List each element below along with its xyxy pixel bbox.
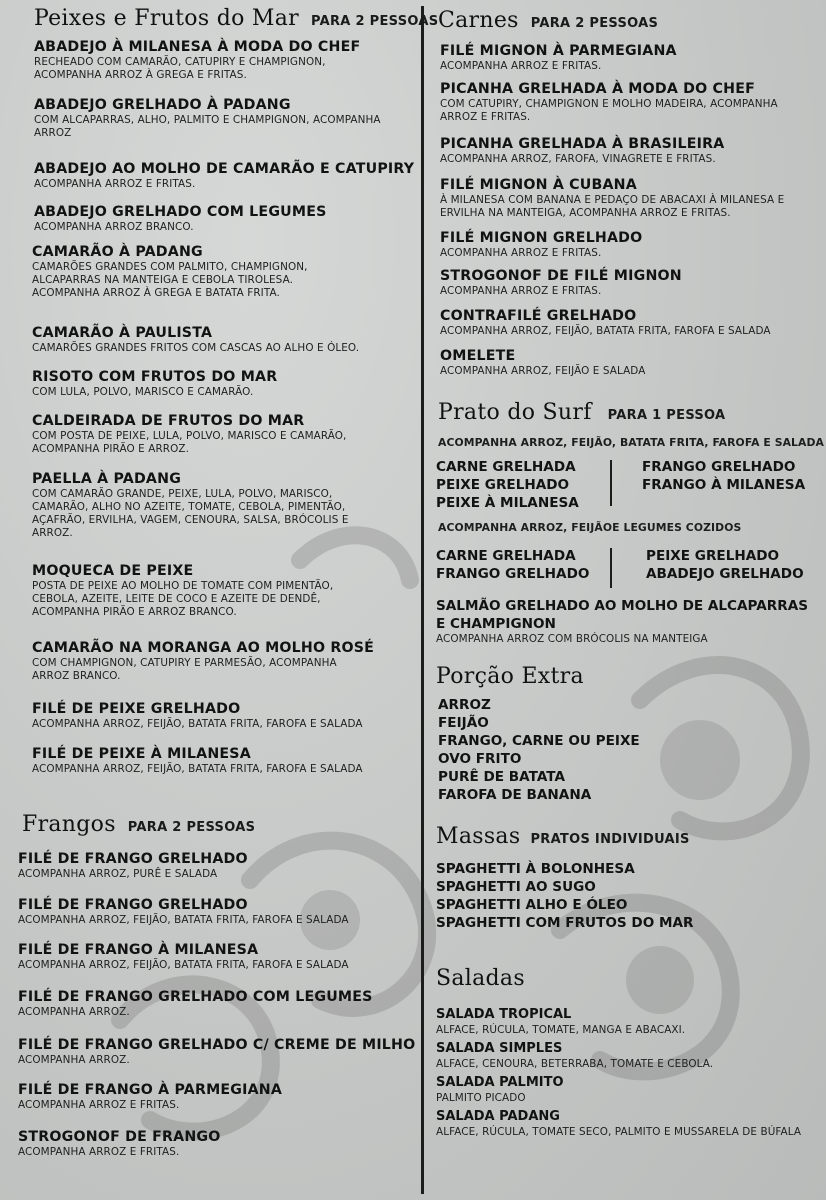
item-desc: ARROZ BRANCO.	[32, 670, 121, 682]
section-title: Frangos	[22, 812, 116, 837]
list-item: ARROZ	[438, 697, 491, 713]
item-name: RISOTO COM FRUTOS DO MAR	[32, 369, 278, 385]
item-desc: ACOMPANHA ARROZ E FRITAS.	[34, 178, 196, 190]
list-item: PURÊ DE BATATA	[438, 769, 566, 785]
item-desc: CAMARÃO, ALHO NO AZEITE, TOMATE, CEBOLA, PIMENTÃO,	[32, 501, 346, 513]
item-name: CALDEIRADA DE FRUTOS DO MAR	[32, 413, 305, 429]
menu-item	[32, 700, 363, 731]
surf-group2-left	[436, 547, 589, 583]
item-desc: ACOMPANHA ARROZ BRANCO.	[34, 221, 194, 233]
section-title: Massas	[436, 824, 521, 849]
section-title: Porção Extra	[436, 664, 584, 689]
item-desc: ACOMPANHA ARROZ.	[18, 1006, 130, 1018]
menu-item	[18, 1081, 282, 1112]
list-item: PEIXE À MILANESA	[436, 495, 579, 511]
section-subtitle: PARA 1 PESSOA	[607, 408, 726, 423]
menu-item	[436, 1006, 801, 1037]
menu-item	[32, 368, 277, 399]
item-name: PAELLA À PADANG	[32, 471, 182, 487]
menu-item	[32, 562, 333, 619]
menu-item	[32, 324, 359, 355]
item-name: SALADA PALMITO	[436, 1075, 564, 1090]
item-desc: ACOMPANHA ARROZ, FEIJÃO, BATATA FRITA, FAROFA E SALADA	[440, 325, 771, 337]
item-desc: ARROZ	[34, 127, 72, 139]
item-name: CAMARÃO À PAULISTA	[32, 325, 213, 341]
menu-item	[32, 745, 363, 776]
item-name: SALMÃO GRELHADO AO MOLHO DE ALCAPARRAS	[436, 598, 809, 614]
list-item: FRANGO GRELHADO	[436, 566, 590, 582]
section-header-saladas	[436, 966, 525, 991]
item-name: FILÉ DE PEIXE À MILANESA	[32, 746, 251, 762]
item-name: FILÉ DE FRANGO GRELHADO	[18, 897, 248, 913]
item-name: FILÉ DE FRANGO GRELHADO COM LEGUMES	[18, 989, 373, 1005]
menu-item	[440, 307, 771, 338]
item-desc: COM CAMARÃO GRANDE, PEIXE, LULA, POLVO, MARISCO,	[32, 488, 333, 500]
section-header-massas	[436, 824, 690, 849]
menu-item	[32, 243, 308, 300]
item-desc: ACOMPANHA ARROZ E FRITAS.	[440, 247, 602, 259]
item-desc: ACOMPANHA ARROZ E FRITAS.	[440, 285, 602, 297]
section-subtitle: PARA 2 PESSOAS	[127, 820, 256, 835]
item-name: FILÉ DE FRANGO GRELHADO C/ CREME DE MILHO	[18, 1037, 416, 1053]
list-item: FAROFA DE BANANA	[438, 787, 592, 803]
item-name: PICANHA GRELHADA À MODA DO CHEF	[440, 81, 756, 97]
item-desc: CEBOLA, AZEITE, LEITE DE COCO E AZEITE DE DENDÊ,	[32, 593, 321, 605]
item-desc: ACOMPANHA ARROZ E FRITAS.	[440, 60, 602, 72]
section-title: Peixes e Frutos do Mar	[34, 6, 299, 31]
item-desc: À MILANESA COM BANANA E PEDAÇO DE ABACAXI À MILANESA E	[440, 194, 785, 206]
list-item: PEIXE GRELHADO	[646, 548, 780, 564]
surf-note-2: ACOMPANHA ARROZ, FEIJÃOE LEGUMES COZIDOS	[438, 521, 742, 534]
menu-item	[440, 42, 677, 73]
menu-item	[440, 229, 642, 260]
list-item: FEIJÃO	[438, 715, 489, 731]
menu-item	[18, 1036, 415, 1067]
item-desc: ALCAPARRAS NA MANTEIGA E CEBOLA TIROLESA.	[32, 274, 293, 286]
list-item: SPAGHETTI COM FRUTOS DO MAR	[436, 915, 694, 931]
item-desc: ACOMPANHA ARROZ, FEIJÃO, BATATA FRITA, FAROFA E SALADA	[18, 959, 349, 971]
list-item: SPAGHETTI ALHO E ÓLEO	[436, 897, 628, 913]
menu-item	[436, 1108, 801, 1139]
section-header-carnes	[438, 8, 658, 33]
section-title: Saladas	[436, 966, 525, 991]
menu-item	[18, 1128, 221, 1159]
surf-divider	[610, 460, 612, 506]
item-desc: ALFACE, CENOURA, BETERRABA, TOMATE E CEBOLA.	[436, 1058, 714, 1070]
surf-group2-right	[646, 547, 804, 583]
item-desc: ACOMPANHA ARROZ À GREGA E FRITAS.	[34, 69, 247, 81]
menu-item	[440, 176, 784, 220]
menu-item	[440, 135, 724, 166]
list-item: SPAGHETTI À BOLONHESA	[436, 861, 635, 877]
menu-item	[32, 470, 349, 540]
item-name: ABADEJO GRELHADO COM LEGUMES	[34, 204, 327, 220]
item-desc: ARROZ E FRITAS.	[440, 111, 531, 123]
item-name: ABADEJO GRELHADO À PADANG	[34, 97, 291, 113]
list-item: CARNE GRELHADA	[436, 548, 576, 564]
item-name: FILÉ MIGNON À PARMEGIANA	[440, 43, 677, 59]
item-name: OMELETE	[440, 348, 516, 364]
section-header-peixes	[34, 6, 438, 31]
item-desc: ALFACE, RÚCULA, TOMATE, MANGA E ABACAXI.	[436, 1024, 686, 1036]
item-name: ABADEJO À MILANESA À MODA DO CHEF	[34, 39, 361, 55]
section-header-surf	[438, 400, 725, 425]
item-desc: ACOMPANHA ARROZ E FRITAS.	[18, 1099, 180, 1111]
item-desc: COM LULA, POLVO, MARISCO E CAMARÃO.	[32, 386, 254, 398]
column-divider	[421, 6, 424, 1194]
item-desc: ACOMPANHA ARROZ COM BRÓCOLIS NA MANTEIGA	[436, 633, 708, 645]
menu-item	[440, 80, 778, 124]
item-name: STROGONOF DE FRANGO	[18, 1129, 221, 1145]
item-desc: CAMARÕES GRANDES COM PALMITO, CHAMPIGNON,	[32, 261, 308, 273]
item-desc: PALMITO PICADO	[436, 1092, 526, 1104]
section-title: Prato do Surf	[438, 400, 592, 425]
surf-salmao	[436, 597, 808, 646]
menu-item	[34, 96, 381, 140]
item-desc: ACOMPANHA ARROZ, FEIJÃO E SALADA	[440, 365, 646, 377]
item-desc: COM ALCAPARRAS, ALHO, PALMITO E CHAMPIGNON, ACOMPANHA	[34, 114, 381, 126]
item-desc: ERVILHA NA MANTEIGA, ACOMPANHA ARROZ E FRITAS.	[440, 207, 731, 219]
list-item: OVO FRITO	[438, 751, 522, 767]
menu-item	[32, 412, 346, 456]
menu-item	[18, 896, 349, 927]
item-desc: ACOMPANHA ARROZ.	[18, 1054, 130, 1066]
item-desc: ACOMPANHA ARROZ À GREGA E BATATA FRITA.	[32, 287, 280, 299]
item-desc: RECHEADO COM CAMARÃO, CATUPIRY E CHAMPIGNON,	[34, 56, 326, 68]
item-name: FILÉ DE PEIXE GRELHADO	[32, 701, 241, 717]
item-name: CONTRAFILÉ GRELHADO	[440, 308, 637, 324]
item-name: STROGONOF DE FILÉ MIGNON	[440, 268, 682, 284]
list-item: PEIXE GRELHADO	[436, 477, 570, 493]
item-desc: ACOMPANHA ARROZ, PURÊ E SALADA	[18, 868, 218, 880]
item-name: E CHAMPIGNON	[436, 616, 556, 632]
list-item: CARNE GRELHADA	[436, 459, 576, 475]
massas-list	[436, 860, 694, 932]
menu-item	[436, 1040, 801, 1071]
surf-note-1: ACOMPANHA ARROZ, FEIJÃO, BATATA FRITA, FAROFA E SALADA	[438, 436, 824, 449]
item-desc: ACOMPANHA ARROZ, FEIJÃO, BATATA FRITA, FAROFA E SALADA	[32, 718, 363, 730]
menu-item	[34, 38, 360, 82]
item-desc: ARROZ.	[32, 527, 73, 539]
item-name: FILÉ DE FRANGO À MILANESA	[18, 942, 259, 958]
item-desc: AÇAFRÃO, ERVILHA, VAGEM, CENOURA, SALSA, BRÓCOLIS E	[32, 514, 349, 526]
menu-item	[440, 347, 645, 378]
section-title: Carnes	[438, 8, 519, 33]
surf-group1-right	[642, 458, 805, 494]
section-subtitle: PARA 2 PESSOAS	[530, 16, 659, 31]
list-item: FRANGO À MILANESA	[642, 477, 806, 493]
item-name: SALADA SIMPLES	[436, 1041, 563, 1056]
section-subtitle: PRATOS INDIVIDUAIS	[530, 832, 690, 847]
item-desc: ACOMPANHA PIRÃO E ARROZ.	[32, 443, 189, 455]
item-desc: ACOMPANHA ARROZ E FRITAS.	[18, 1146, 180, 1158]
menu-item	[18, 988, 373, 1019]
menu-item	[440, 267, 682, 298]
list-item: FRANGO, CARNE OU PEIXE	[438, 733, 640, 749]
item-desc: ACOMPANHA ARROZ, FEIJÃO, BATATA FRITA, FAROFA E SALADA	[18, 914, 349, 926]
menu-item	[34, 203, 327, 234]
item-desc: COM CHAMPIGNON, CATUPIRY E PARMESÃO, ACOMPANHA	[32, 657, 337, 669]
item-desc: COM CATUPIRY, CHAMPIGNON E MOLHO MADEIRA, ACOMPANHA	[440, 98, 778, 110]
item-desc: CAMARÕES GRANDES FRITOS COM CASCAS AO ALHO E ÓLEO.	[32, 342, 360, 354]
menu-item	[34, 160, 414, 191]
item-name: SALADA TROPICAL	[436, 1007, 572, 1022]
item-desc: ACOMPANHA PIRÃO E ARROZ BRANCO.	[32, 606, 237, 618]
section-header-porcao	[436, 664, 584, 689]
item-name: FILÉ MIGNON GRELHADO	[440, 230, 643, 246]
list-item: ABADEJO GRELHADO	[646, 566, 804, 582]
menu-item	[18, 850, 248, 881]
saladas-list	[436, 1006, 801, 1142]
item-name: FILÉ DE FRANGO À PARMEGIANA	[18, 1082, 283, 1098]
item-desc: COM POSTA DE PEIXE, LULA, POLVO, MARISCO E CAMARÃO,	[32, 430, 347, 442]
item-name: SALADA PADANG	[436, 1109, 560, 1124]
item-desc: ACOMPANHA ARROZ, FAROFA, VINAGRETE E FRITAS.	[440, 153, 716, 165]
section-subtitle: PARA 2 PESSOAS	[311, 14, 439, 29]
item-name: ABADEJO AO MOLHO DE CAMARÃO E CATUPIRY	[34, 161, 415, 177]
porcao-list	[438, 696, 640, 804]
section-header-frangos	[22, 812, 255, 837]
item-name: CAMARÃO NA MORANGA AO MOLHO ROSÉ	[32, 640, 375, 656]
menu-item	[32, 639, 374, 683]
item-name: CAMARÃO À PADANG	[32, 244, 203, 260]
item-name: PICANHA GRELHADA À BRASILEIRA	[440, 136, 725, 152]
item-desc: ACOMPANHA ARROZ, FEIJÃO, BATATA FRITA, FAROFA E SALADA	[32, 763, 363, 775]
list-item: FRANGO GRELHADO	[642, 459, 796, 475]
surf-divider	[610, 548, 612, 588]
item-desc: POSTA DE PEIXE AO MOLHO DE TOMATE COM PIMENTÃO,	[32, 580, 334, 592]
item-name: MOQUECA DE PEIXE	[32, 563, 194, 579]
item-name: FILÉ DE FRANGO GRELHADO	[18, 851, 248, 867]
surf-group1-left	[436, 458, 579, 512]
list-item: SPAGHETTI AO SUGO	[436, 879, 596, 895]
item-desc: ALFACE, RÚCULA, TOMATE SECO, PALMITO E MUSSARELA DE BÚFALA	[436, 1126, 802, 1138]
item-name: FILÉ MIGNON À CUBANA	[440, 177, 637, 193]
menu-item	[436, 1074, 801, 1105]
menu-item	[18, 941, 349, 972]
